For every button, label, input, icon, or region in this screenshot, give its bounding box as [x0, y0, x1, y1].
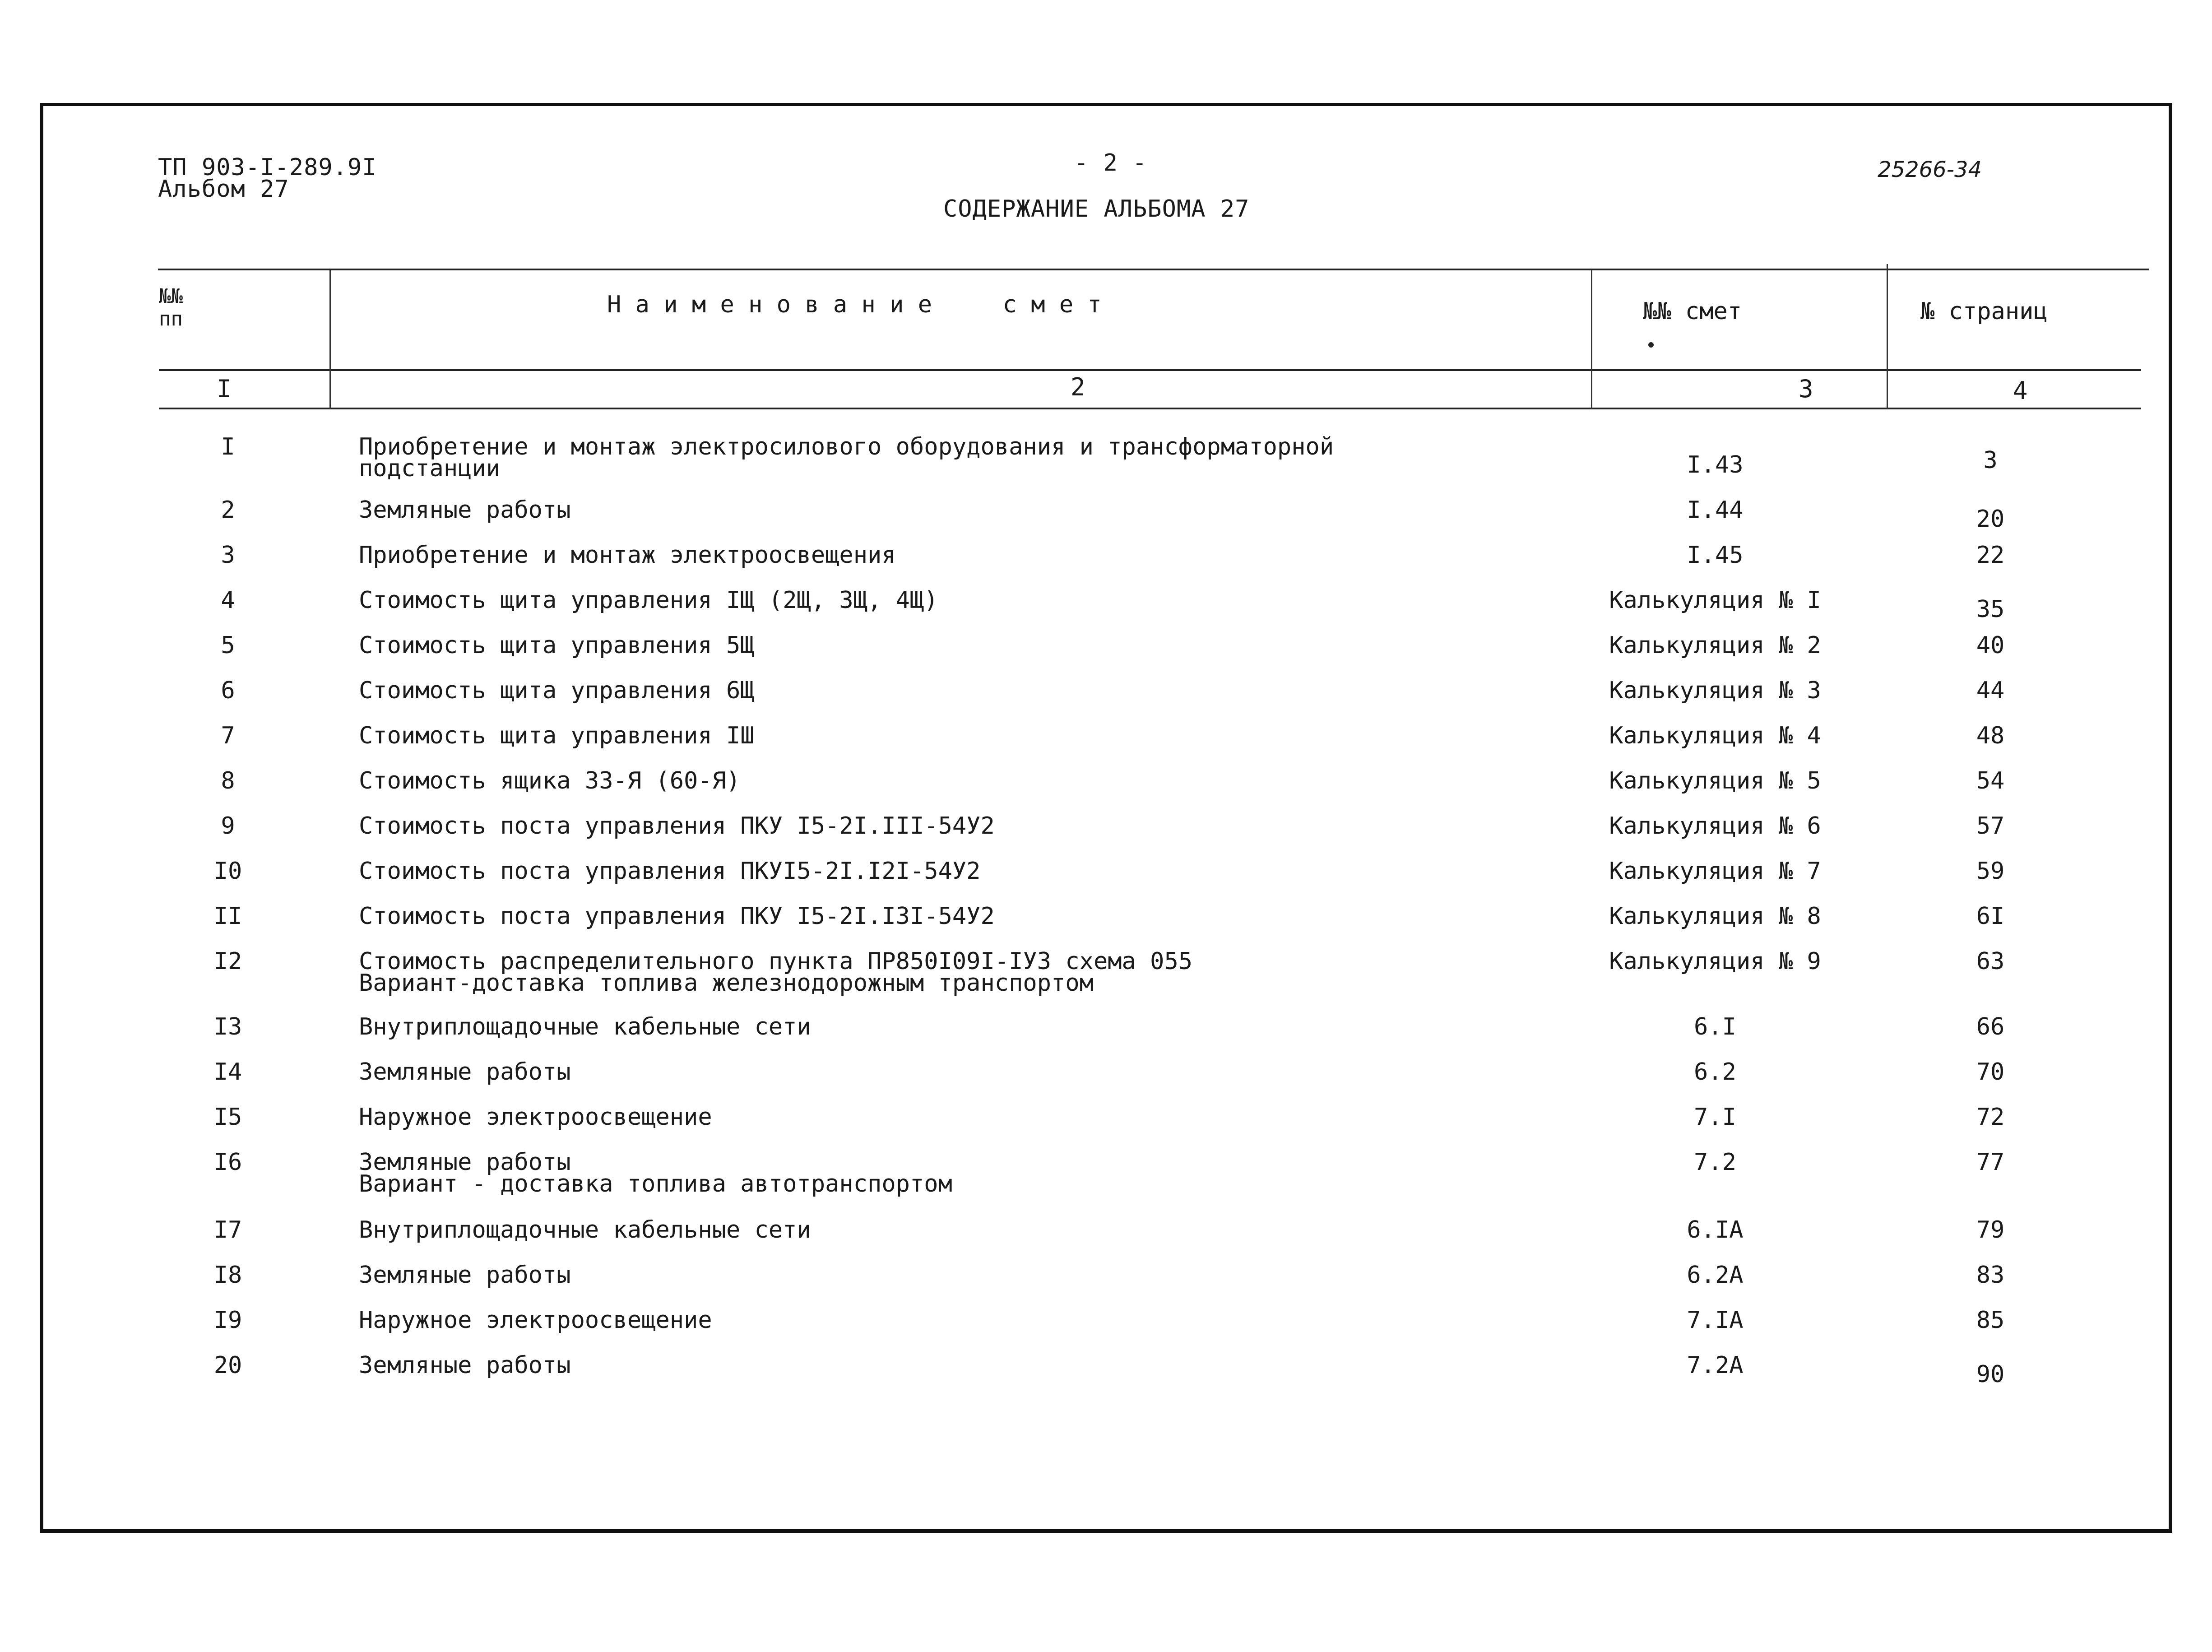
row-number: 8 [221, 767, 235, 794]
column-divider-1 [329, 270, 331, 409]
row-name: Внутриплощадочные кабельные сети [359, 1216, 811, 1244]
row-page-number: 6I [1976, 903, 2005, 930]
row-estimate-number: 7.I [1694, 1104, 1736, 1131]
row-page-number: 22 [1976, 542, 2005, 569]
row-name: Наружное электроосвещение [359, 1104, 712, 1131]
row-name: Приобретение и монтаж электроосвещения [359, 542, 896, 569]
column-number-4: 4 [2013, 376, 2028, 405]
row-number: 6 [221, 677, 235, 704]
row-page-number: 48 [1976, 722, 2005, 749]
column-header-page: № страниц [1920, 298, 2048, 325]
row-name-continued: Вариант - доставка топлива автотранспортом [359, 1170, 952, 1197]
row-name-continued: Вариант-доставка топлива железнодорожным транспортом [359, 970, 1094, 997]
row-name: Стоимость щита управления IЩ (2Щ, 3Щ, 4Щ) [359, 587, 938, 614]
row-name: Внутриплощадочные кабельные сети [359, 1013, 811, 1040]
row-estimate-number: Калькуляция № 9 [1609, 948, 1821, 975]
row-estimate-number: Калькуляция № 8 [1609, 903, 1821, 930]
row-number: 7 [221, 722, 235, 749]
row-number: 20 [213, 1352, 242, 1379]
row-name-continued: подстанции [359, 455, 501, 482]
row-estimate-number: 6.IA [1687, 1216, 1744, 1244]
column-divider-3 [1887, 264, 1888, 409]
row-estimate-number: 7.2A [1687, 1352, 1744, 1379]
row-page-number: 40 [1976, 632, 2005, 659]
page-title: СОДЕРЖАНИЕ АЛЬБОМА 27 [943, 195, 1250, 223]
row-estimate-number: I.43 [1687, 451, 1744, 478]
row-name: Приобретение и монтаж электросилового оборудования и трансформаторной [359, 433, 1334, 460]
album-label: Альбом 27 [158, 176, 289, 203]
row-page-number: 63 [1976, 948, 2005, 975]
page-number: - 2 - [1074, 149, 1147, 176]
row-estimate-number: 6.I [1694, 1013, 1736, 1040]
row-estimate-number: 7.2 [1694, 1149, 1736, 1176]
column-number-rule [159, 408, 2141, 409]
column-divider-2 [1591, 270, 1592, 409]
row-estimate-number: Калькуляция № 6 [1609, 812, 1821, 840]
column-header-number [159, 285, 183, 330]
row-estimate-number: Калькуляция № I [1609, 587, 1821, 614]
row-number: I7 [213, 1216, 242, 1244]
row-page-number: 79 [1976, 1216, 2005, 1244]
row-page-number: 57 [1976, 812, 2005, 840]
row-estimate-number: I.44 [1687, 497, 1744, 524]
row-name: Земляные работы [359, 1149, 571, 1176]
row-number: 4 [221, 587, 235, 614]
document-code: ТП 903-I-289.9I [158, 154, 377, 181]
table-top-rule [158, 269, 2149, 270]
column-header-code: №№ смет [1643, 298, 1742, 325]
row-number: I6 [213, 1149, 242, 1176]
row-name: Земляные работы [359, 497, 571, 524]
column-header-number-line2: пп [159, 307, 183, 330]
row-name: Стоимость щита управления IШ [359, 722, 755, 749]
row-number: I9 [213, 1307, 242, 1334]
row-name: Стоимость поста управления ПКУ I5-2I.I3I-54У2 [359, 903, 995, 930]
row-number: I [221, 433, 235, 460]
ink-dot [1648, 342, 1654, 348]
row-name: Стоимость поста управления ПКУ I5-2I.III-54У2 [359, 812, 995, 840]
row-number: 5 [221, 632, 235, 659]
row-estimate-number: 6.2A [1687, 1262, 1744, 1289]
archive-stamp: 25266-34 [1878, 157, 1982, 182]
row-estimate-number: 6.2 [1694, 1058, 1736, 1086]
row-number: I0 [213, 858, 242, 885]
row-page-number: 72 [1976, 1104, 2005, 1131]
row-number: I2 [213, 948, 242, 975]
column-number-3: 3 [1799, 375, 1813, 403]
row-page-number: 3 [1983, 447, 1998, 474]
row-number: 3 [221, 542, 235, 569]
row-page-number: 66 [1976, 1013, 2005, 1040]
row-page-number: 83 [1976, 1262, 2005, 1289]
row-number: I3 [213, 1013, 242, 1040]
row-number: 2 [221, 497, 235, 524]
row-page-number: 20 [1976, 506, 2005, 533]
row-estimate-number: Калькуляция № 4 [1609, 722, 1821, 749]
header-separator-rule [159, 369, 2141, 371]
row-number: 9 [221, 812, 235, 840]
row-page-number: 90 [1976, 1361, 2005, 1388]
row-name: Стоимость поста управления ПКУI5-2I.I2I-54У2 [359, 858, 981, 885]
row-name: Земляные работы [359, 1352, 571, 1379]
row-estimate-number: I.45 [1687, 542, 1744, 569]
column-header-name: Н а и м е н о в а н и е с м е т [607, 291, 1102, 318]
column-number-2: 2 [1071, 373, 1085, 401]
row-number: II [213, 903, 242, 930]
row-page-number: 44 [1976, 677, 2005, 704]
row-page-number: 77 [1976, 1149, 2005, 1176]
row-name: Стоимость щита управления 6Щ [359, 677, 755, 704]
row-estimate-number: Калькуляция № 2 [1609, 632, 1821, 659]
row-name: Земляные работы [359, 1058, 571, 1086]
row-name: Земляные работы [359, 1262, 571, 1289]
row-estimate-number: Калькуляция № 7 [1609, 858, 1821, 885]
row-name: Стоимость ящика 33-Я (60-Я) [359, 767, 741, 794]
row-page-number: 85 [1976, 1307, 2005, 1334]
column-number-1: I [217, 375, 232, 403]
row-number: I4 [213, 1058, 242, 1086]
row-page-number: 35 [1976, 596, 2005, 623]
row-number: I8 [213, 1262, 242, 1289]
row-estimate-number: Калькуляция № 5 [1609, 767, 1821, 794]
row-name: Стоимость щита управления 5Щ [359, 632, 755, 659]
row-estimate-number: 7.IA [1687, 1307, 1744, 1334]
row-number: I5 [213, 1104, 242, 1131]
row-page-number: 59 [1976, 858, 2005, 885]
row-name: Наружное электроосвещение [359, 1307, 712, 1334]
row-page-number: 70 [1976, 1058, 2005, 1086]
column-header-number-line1: №№ [159, 285, 183, 308]
row-estimate-number: Калькуляция № 3 [1609, 677, 1821, 704]
row-name: Стоимость распределительного пункта ПР850I09I-IУ3 схема 055 [359, 948, 1193, 975]
row-page-number: 54 [1976, 767, 2005, 794]
